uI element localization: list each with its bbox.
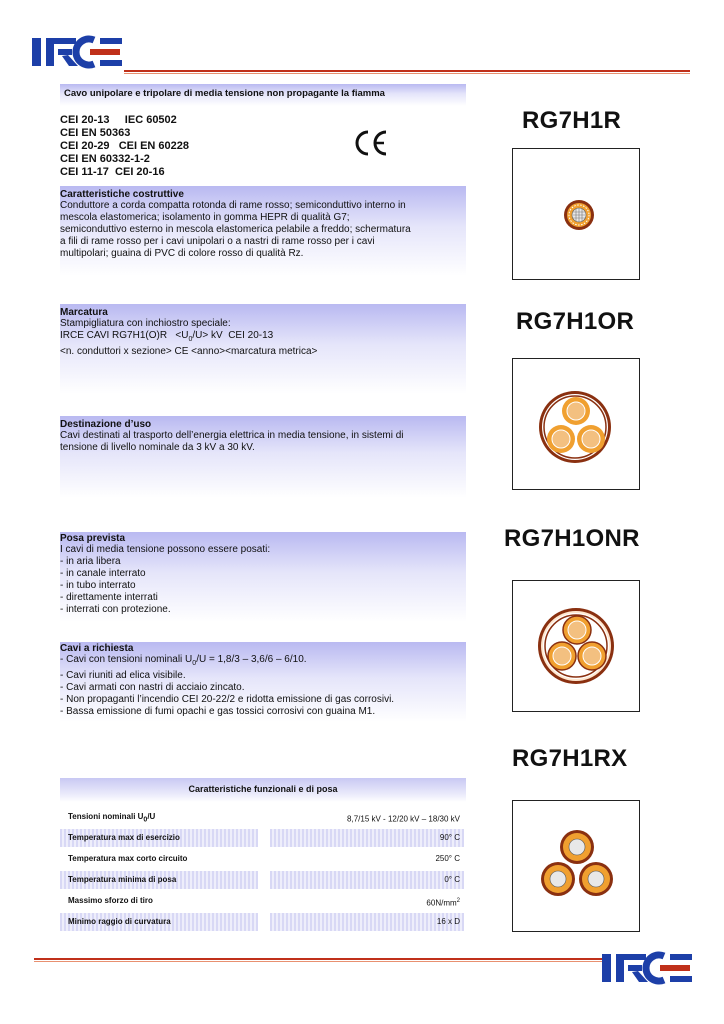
section-title: Posa prevista — [60, 533, 126, 544]
table-row: Temperatura max corto circuito 250° C — [68, 854, 460, 863]
section-line: - direttamente interrati — [60, 592, 158, 603]
section-line: - Cavi riuniti ad elica visibile. — [60, 670, 186, 681]
irce-logo-bottom — [602, 950, 694, 986]
top-rule — [124, 70, 690, 72]
bottom-rule-light — [34, 961, 608, 962]
section-title: Destinazione d’uso — [60, 419, 152, 430]
norm-line: CEI 20-13 IEC 60502 — [60, 114, 177, 126]
norms-list — [60, 114, 300, 179]
section-line: multipolari; guaina di PVC di colore rosso di qualità Rz. — [60, 248, 304, 259]
section-line: Stampigliatura con inchiostro speciale: — [60, 318, 231, 329]
section-line: I cavi di media tensione possono essere posati: — [60, 544, 271, 555]
section-marcatura — [60, 304, 466, 394]
section-line: - in canale interrato — [60, 568, 146, 579]
functional-title-band — [60, 778, 466, 802]
header-band — [60, 84, 466, 106]
cable-image-box — [512, 358, 640, 490]
model-name: RG7H1RX — [512, 745, 628, 772]
section-line: a fili di rame rosso per i cavi unipolari o a nastri di rame rosso per i cavi — [60, 236, 375, 247]
ce-mark — [350, 126, 390, 160]
table-row: Massimo sforzo di tiro $60N/mm^2$ — [68, 896, 460, 908]
model-name: RG7H1OR — [516, 308, 635, 335]
section-title: Caratteristiche costruttive — [60, 189, 184, 200]
section-line: <n. conduttori x sezione> CE <anno><marcatura metrica> — [60, 346, 318, 357]
functional-title: Caratteristiche funzionali e di posa — [188, 784, 338, 794]
section-line: Cavi destinati al trasporto dell’energia elettrica in media tensione, in sistemi di — [60, 430, 404, 441]
section-title: Marcatura — [60, 307, 108, 318]
section-richiesta — [60, 642, 466, 722]
section-line: - in tubo interrato — [60, 580, 136, 591]
table-row: Minimo raggio di curvatura 16 x D — [60, 913, 466, 931]
cable-image-box — [512, 148, 640, 280]
table-row: Temperatura minima di posa 0° C — [60, 871, 466, 889]
section-line: mescola elastomerica; isolamento in gomma HEPR di qualità G7; — [60, 212, 350, 223]
section-costruttive — [60, 186, 466, 276]
norm-line: CEI 11-17 CEI 20-16 — [60, 166, 165, 178]
norm-line: CEI EN 60332-1-2 — [60, 153, 150, 165]
norm-line: CEI EN 50363 — [60, 127, 131, 139]
header-title: Cavo unipolare e tripolare di media tensione non propagante la fiamma — [64, 88, 385, 99]
section-title: Cavi a richiesta — [60, 643, 134, 654]
bottom-rule — [34, 958, 608, 960]
section-line: - Non propaganti l’incendio CEI 20-22/2 e ridotta emissione di gas corrosivi. — [60, 694, 395, 705]
cable-cross-section-icon — [539, 391, 611, 463]
section-line: - interrati con protezione. — [60, 604, 171, 615]
table-row: Temperatura max di esercizio 90° C — [60, 829, 466, 847]
cable-image-box — [512, 580, 640, 712]
model-name: RG7H1R — [522, 107, 622, 134]
section-line: IRCE CAVI $RG7H1(O)R <U_0/U>$ kV CEI 20-13 — [60, 330, 274, 343]
cable-cross-section-icon — [541, 830, 613, 896]
functional-table — [60, 808, 466, 934]
section-line: - in aria libera — [60, 556, 121, 567]
norm-line: CEI 20-29 CEI EN 60228 — [60, 140, 190, 152]
section-line: semiconduttivo esterno in mescola elastomerica pelabile a freddo; schermatura — [60, 224, 411, 235]
section-line: tensione di livello nominale da 3 kV a 30 kV. — [60, 442, 255, 453]
top-rule-light — [124, 73, 690, 74]
section-posa — [60, 532, 466, 622]
cable-cross-section-icon — [538, 608, 614, 684]
section-line: - Cavi armati con nastri di acciaio zincato. — [60, 682, 245, 693]
cable-image-box — [512, 800, 640, 932]
cable-cross-section-icon — [564, 200, 594, 230]
section-destinazione — [60, 416, 466, 498]
irce-logo-top — [32, 34, 124, 70]
section-line: - Cavi con tensioni nominali $U_0/U = 1,8/3 - 3,6/6 - 6/10$. — [60, 654, 307, 667]
table-row: Tensioni nominali $U_0/U$ 8,7/15 kV - 12/20 kV – 18/30 kV — [68, 812, 460, 824]
model-name: RG7H1ONR — [504, 525, 640, 552]
section-line: Conduttore a corda compatta rotonda di rame rosso; semiconduttivo interno in — [60, 200, 406, 211]
section-line: - Bassa emissione di fumi opachi e gas tossici corrosivi con guaina M1. — [60, 706, 376, 717]
